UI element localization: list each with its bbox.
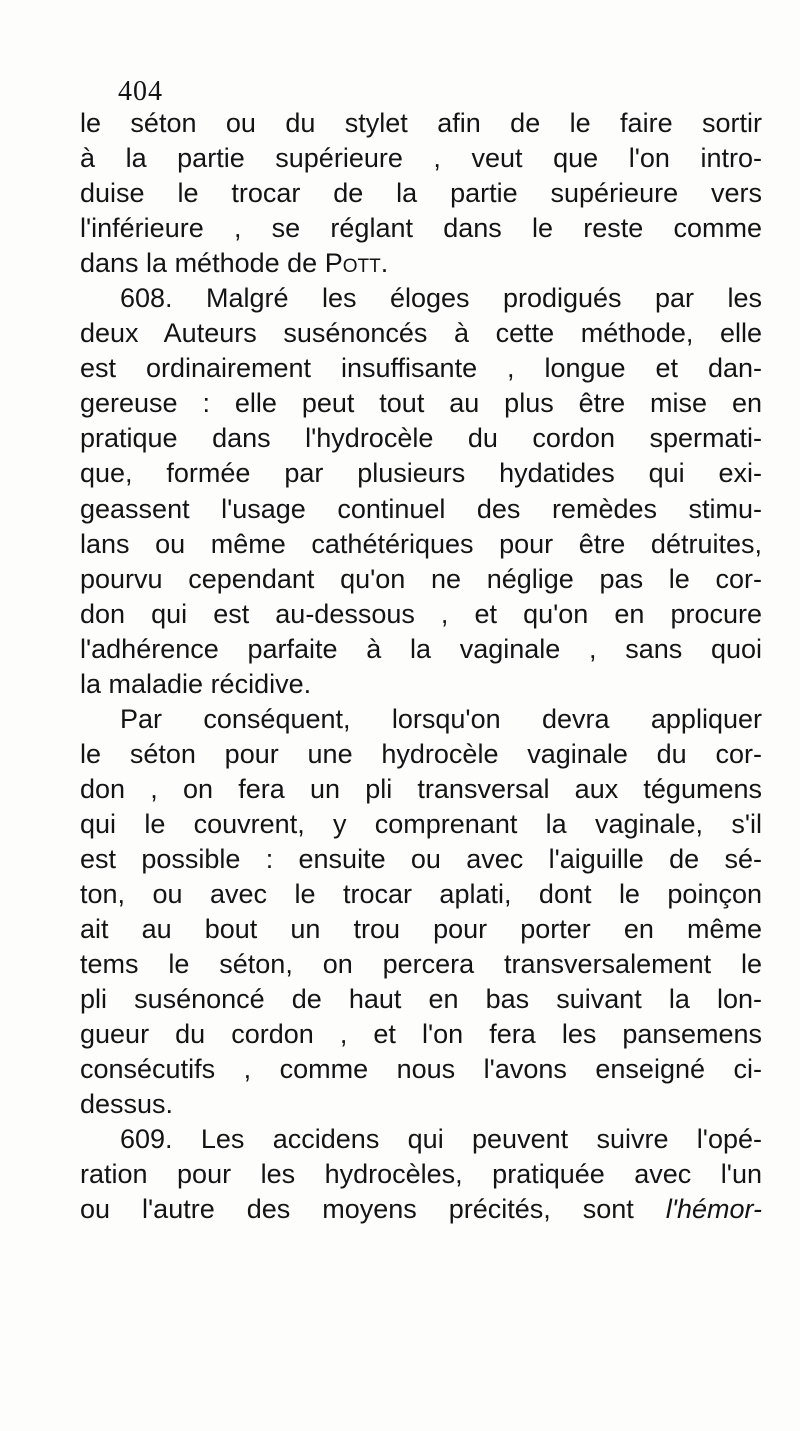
paragraph-consequent-start: Par conséquent, lorsqu'on devra appliquer	[120, 703, 762, 734]
text-line: lans ou même cathétériques pour être détruites,	[80, 528, 762, 559]
paragraph-609-start: 609. Les accidens qui peuvent suivre l'opé-	[120, 1124, 762, 1155]
text-line: est ordinairement insuffisante , longue et dan-	[80, 353, 762, 384]
author-name: Pott.	[324, 248, 389, 279]
text-line: gereuse : elle peut tout au plus être mise en	[80, 388, 762, 419]
text-line: consécutifs , comme nous l'avons enseigné ci-	[80, 1054, 762, 1085]
text-line: ton, ou avec le trocar aplati, dont le poinçon	[80, 879, 762, 910]
text-line: que, formée par plusieurs hydatides qui exi-	[80, 458, 762, 489]
text-line: pratique dans l'hydrocèle du cordon spermati-	[80, 423, 762, 454]
text-line: dessus.	[80, 1089, 174, 1120]
text-line: l'adhérence parfaite à la vaginale , sans quoi	[80, 633, 762, 664]
text-line	[80, 246, 762, 281]
text-line: pourvu cependant qu'on ne néglige pas le cor-	[80, 563, 762, 594]
text-line: geassent l'usage continuel des remèdes stimu-	[80, 493, 762, 524]
text-line: la maladie récidive.	[80, 668, 312, 699]
body-text	[80, 106, 762, 1228]
text-line: à la partie supérieure , veut que l'on intro-	[80, 143, 762, 174]
text-line: gueur du cordon , et l'on fera les pansemens	[80, 1019, 762, 1050]
text-line: l'inférieure , se réglant dans le reste comme	[80, 213, 762, 244]
text-segment: dans la méthode de	[80, 248, 318, 279]
text-line: ait au bout un trou pour porter en même	[80, 914, 762, 945]
text-line: qui le couvrent, y comprenant la vaginale, s'il	[80, 808, 762, 839]
text-line: duise le trocar de la partie supérieure vers	[80, 178, 762, 209]
text-line: ration pour les hydrocèles, pratiquée avec l'un	[80, 1159, 762, 1190]
italic-term: l'hémor-	[665, 1194, 762, 1225]
text-segment: ou l'autre des moyens précités, sont	[80, 1194, 634, 1225]
text-line: le séton ou du stylet afin de le faire sortir	[80, 108, 762, 138]
text-line: pli susénoncé de haut en bas suivant la lon-	[80, 984, 762, 1015]
text-line: est possible : ensuite ou avec l'aiguille de sé-	[80, 843, 762, 874]
text-line: tems le séton, on percera transversalement le	[80, 949, 762, 980]
page-number: 404	[118, 76, 163, 107]
text-line	[80, 1192, 762, 1227]
paragraph-608-start: 608. Malgré les éloges prodigués par les	[120, 283, 762, 314]
text-line: don qui est au-dessous , et qu'on en procure	[80, 598, 762, 629]
text-line: don , on fera un pli transversal aux tégumens	[80, 773, 762, 804]
text-line: deux Auteurs susénoncés à cette méthode, elle	[80, 318, 762, 349]
text-line: le séton pour une hydrocèle vaginale du cor-	[80, 738, 762, 769]
